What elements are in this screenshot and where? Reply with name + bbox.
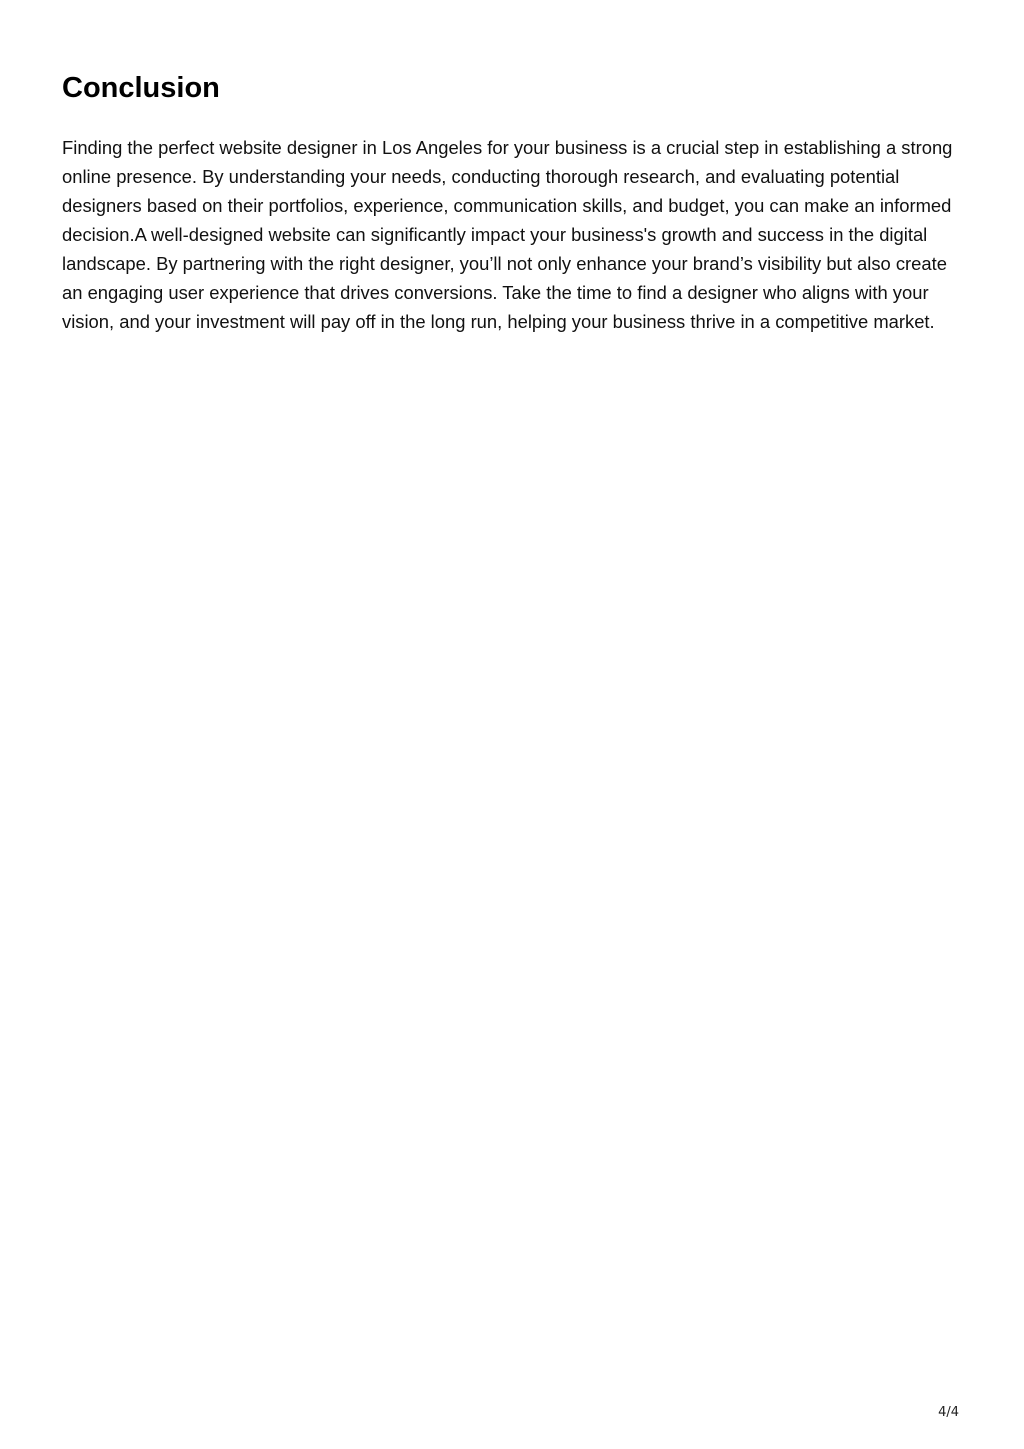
content-area bbox=[62, 70, 962, 336]
conclusion-paragraph: Finding the perfect website designer in Los Angeles for your business is a crucial step in establishing a strong online presence. By understanding your needs, conducting thorough research, and evaluating potential designers based on their portfolios, experience, communication skills, and budget, you can make an informed decision.A well-designed website can significantly impact your business's growth and success in the digital landscape. By partnering with the right designer, you’ll not only enhance your brand’s visibility but also create an engaging user experience that drives conversions. Take the time to find a designer who aligns with your vision, and your investment will pay off in the long run, helping your business thrive in a competitive market. bbox=[62, 137, 953, 332]
page-number: 4/4 bbox=[938, 1405, 959, 1420]
page-title: Conclusion bbox=[62, 72, 220, 104]
